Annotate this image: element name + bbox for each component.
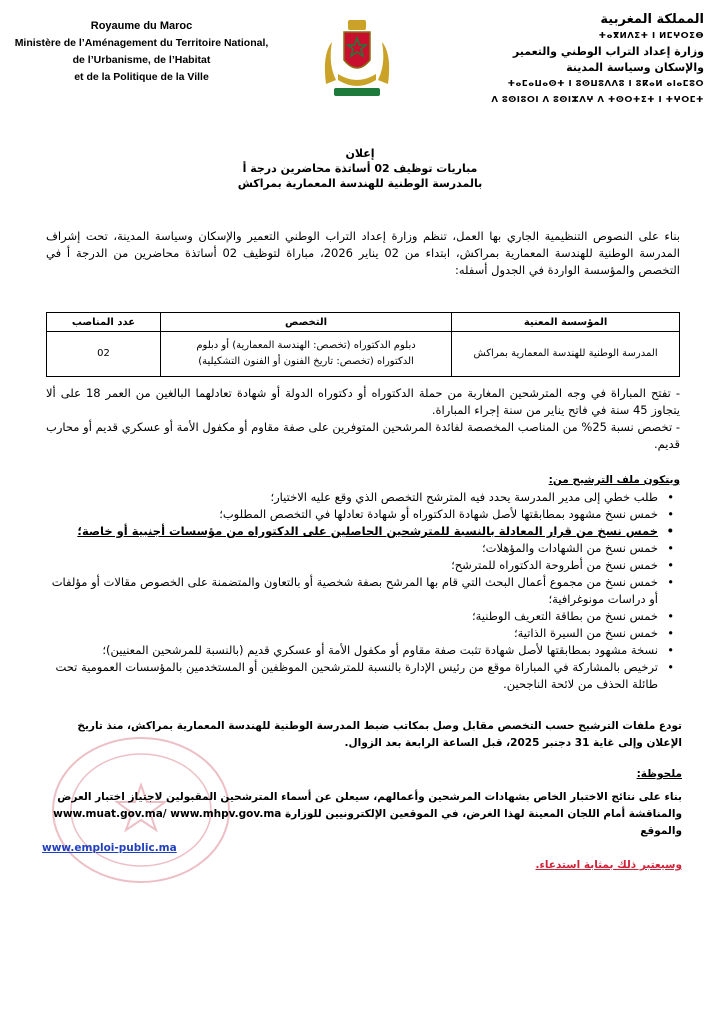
condition-age: - تفتح المباراة في وجه المترشحين المغاربة من حملة الدكتوراه أو دكتوراه الدولة أو شهادة تعادلهما البالغين من العمر 18 على ألا يتجاوز 45 سنة في فاتح يناير من سنة إجراء المباراة. (46, 386, 680, 417)
list-item: • ترخيص بالمشاركة في المباراة موقع من رئيس الإدارة بالنسبة للمترشحين الموظفين أو المستخدمين بالمؤسسات العمومية تحت طائلة الحذف من لائحة الناجحين. (46, 659, 666, 693)
ministry-ar: وزارة إعداد التراب الوطني والتعمير والإسكان وسياسة المدينة (512, 45, 704, 74)
ministry-fr-1: Ministère de l’Aménagement du Territoire National, (14, 37, 269, 49)
announcement-title (140, 146, 580, 191)
ministry-tif-2: ⴷ ⵓⵙⵏⵓⵔⵏ ⴷ ⵓⵙⵏⵣⴷⵖ ⴷ ⵜⵙⵔⵜⵉⵜ ⵏ ⵜⵖⵔⵎⵜ (491, 95, 704, 105)
note-section (42, 766, 682, 874)
title-line-3: بالمدرسة الوطنية للهندسة المعمارية بمراكش (237, 177, 483, 190)
list-item: • نسخة مشهود بمطابقتها لأصل شهادة تثبت صفة مقاوم أو مكفول الأمة أو عسكري قديم (بالنسبة للمرشحين المعنيين)؛ (46, 642, 666, 659)
list-item: • خمس نسخ من الشهادات والمؤهلات؛ (46, 540, 666, 557)
list-item: • خمس نسخ من أطروحة الدكتوراه للمترشح؛ (46, 557, 666, 574)
list-item: • خمس نسخ من السيرة الذاتية؛ (46, 625, 666, 642)
note-heading: ملحوظة: (636, 768, 682, 780)
file-heading: ويتكون ملف الترشيح من: (548, 474, 680, 486)
note-convocation: وسيعتبر ذلك بمثابة استدعاء. (535, 859, 682, 871)
title-line-2: مباريات توظيف 02 أساتذة محاضرين درجة أ (242, 162, 478, 175)
specialty-cell (160, 332, 451, 377)
emploi-public-link[interactable]: www.emploi-public.ma (42, 842, 177, 854)
table-row (47, 332, 680, 377)
application-file (46, 472, 680, 693)
file-list (46, 489, 680, 693)
ministry-tif-1: ⵜⴰⵎⴰⵡⴰⵙⵜ ⵏ ⵓⵙⵡⵓⴷⴷⵓ ⵏ ⵓⴽⴰⵍ ⴰⵏⴰⵎⵓⵔ (507, 79, 704, 89)
deposit-info: تودع ملفات الترشيح حسب التخصص مقابل وصل بمكاتب ضبط المدرسة الوطنية للهندسة المعمارية بمراكش، منذ تاريخ الإعلان وإلى غاية 31 دجنبر 2025، قبل الساعة الرابعة بعد الزوال. (77, 720, 682, 749)
list-item: • طلب خطي إلى مدير المدرسة يحدد فيه المترشح التخصص الذي وقع عليه الاختيار؛ (46, 489, 666, 506)
conditions (46, 385, 680, 453)
specialty-line-1: دبلوم الدكتوراه (تخصص: الهندسة المعمارية) أو دبلوم (196, 340, 416, 351)
list-item: • خمس نسخ من مجموع أعمال البحث التي قام بها المرشح بصفة شخصية أو بالتعاون والمتضمنة على الخصوص مقالات أو مؤلفات أو دراسات مونوغرافية؛ (46, 574, 666, 608)
kingdom-fr: Royaume du Maroc (90, 20, 193, 32)
positions-table (46, 312, 680, 377)
moroccan-coat-of-arms-icon (318, 14, 396, 102)
institution-cell: المدرسة الوطنية للهندسة المعمارية بمراكش (452, 332, 680, 377)
header-arabic (474, 12, 704, 108)
kingdom-ar: المملكة المغربية (600, 12, 704, 27)
condition-quota: - تخصص نسبة 25% من المناصب المخصصة لفائدة المرشحين المتوفرين على صفة مقاوم أو مكفول الأمة أو عسكري قديم أو محارب قديم. (46, 420, 680, 451)
kingdom-tif: ⵜⴰⴳⵍⴷⵉⵜ ⵏ ⵍⵎⵖⵔⵉⴱ (598, 31, 704, 41)
list-item: • خمس نسخ مشهود بمطابقتها لأصل شهادة الدكتوراه أو شهادة تعادلها في التخصص المطلوب؛ (46, 506, 666, 523)
table-header-specialty: التخصص (160, 313, 451, 332)
posts-cell: 02 (47, 332, 161, 377)
ministry-fr-2: de l’Urbanisme, de l’Habitat (72, 54, 211, 66)
note-text: بناء على نتائج الاختبار الخاص بشهادات المرشحين وأعمالهم، سيعلن عن أسماء المترشحين المقبولين لاجتياز اختبار العرض والمناقشة أمام اللجان المعينة لهذا الغرض، في الموقعين الإلكترونيين للوزارة www.muat.gov.ma/ www.mhpv.gov.ma والموقع (53, 791, 682, 837)
table-header-posts: عدد المناصب (47, 313, 161, 332)
header-french (14, 18, 269, 86)
list-item: • خمس نسخ من بطاقة التعريف الوطنية؛ (46, 608, 666, 625)
intro-paragraph: بناء على النصوص التنظيمية الجاري بها العمل، تنظم وزارة إعداد التراب الوطني التعمير والإسكان وسياسة المدينة، تحت إشراف المدرسة الوطنية للهندسة المعمارية بمراكش، ابتداء من 02 يناير 2026، مباراة لتوظيف 02 أساتذة محاضرين من الدرجة أ في التخصص والمؤسسة الواردة في الجدول أسفله: (46, 229, 680, 277)
title-line-1: إعلان (345, 147, 375, 160)
specialty-line-2: الدكتوراه (تخصص: تاريخ الفنون أو الفنون التشكيلية) (198, 356, 414, 367)
table-header-row (47, 313, 680, 332)
ministry-fr-3: et de la Politique de la Ville (74, 71, 209, 83)
list-item: • خمس نسخ من قرار المعادلة بالنسبة للمترشحين الحاصلين على الدكتوراه من مؤسسات أجنبية أو خاصة؛ (46, 523, 666, 540)
table-header-institution: المؤسسة المعنية (452, 313, 680, 332)
